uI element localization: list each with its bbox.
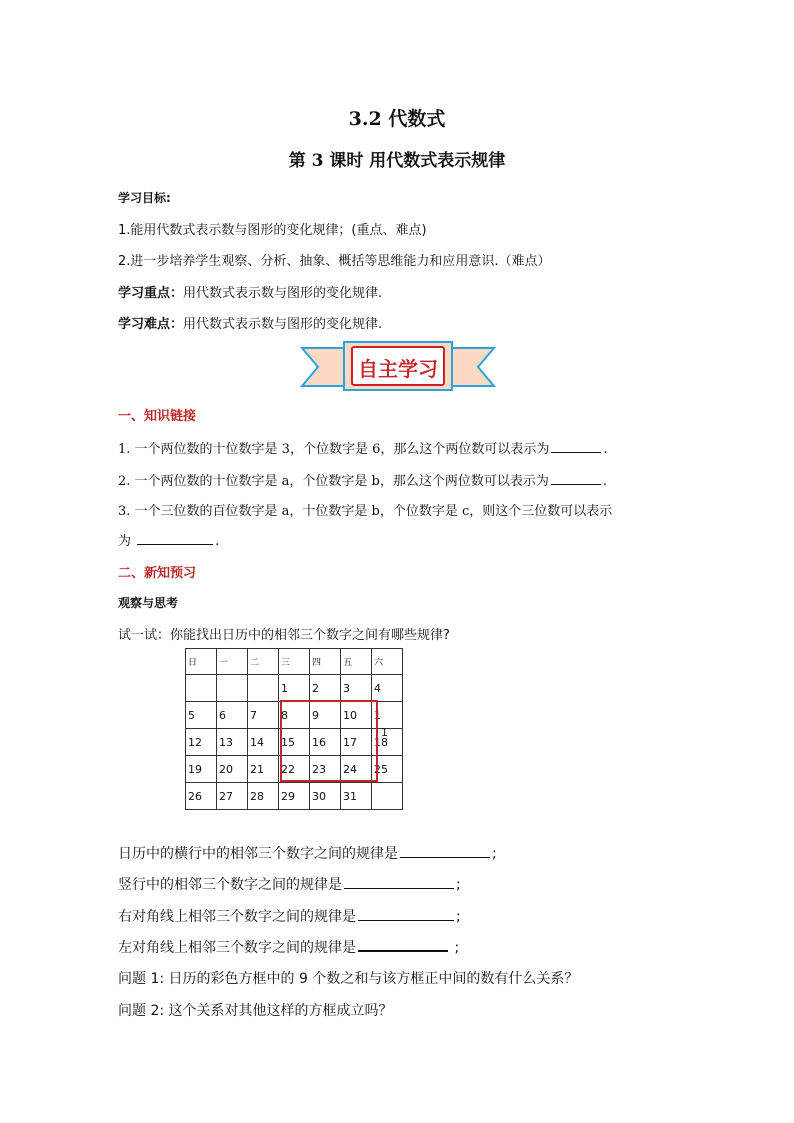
calendar-cell: 25	[372, 756, 403, 783]
calendar-cell: 31	[341, 783, 372, 810]
q3-blank[interactable]	[137, 531, 213, 545]
calendar-cell	[372, 783, 403, 810]
calendar-cell: 27	[217, 783, 248, 810]
calendar-overflow-digit: 1	[381, 726, 388, 739]
rule2-blank[interactable]	[344, 875, 454, 889]
q2-text: 2. 一个两位数的十位数字是 a，个位数字是 b，那么这个两位数可以表示为	[118, 474, 549, 489]
calendar-cell	[186, 675, 217, 702]
banner-text: 自主学习	[358, 357, 438, 381]
try-prompt: 试一试：你能找出日历中的相邻三个数字之间有哪些规律?	[118, 628, 450, 643]
rule3-end: ;	[456, 909, 461, 925]
rule3-text: 右对角线上相邻三个数字之间的规律是	[118, 909, 356, 925]
section1-heading: 一、知识链接	[118, 409, 197, 424]
calendar-cell: 19	[186, 756, 217, 783]
objective-1: 1.能用代数式表示数与图形的变化规律；(重点、难点)	[118, 223, 427, 238]
weekday-header: 一	[217, 649, 248, 675]
calendar-cell: 15	[279, 729, 310, 756]
q3-period: .	[215, 534, 220, 549]
rule3-blank[interactable]	[358, 907, 454, 921]
knowledge-question-2	[118, 470, 607, 489]
calendar-cell: 22	[279, 756, 310, 783]
calendar-cell: 1	[372, 702, 403, 729]
calendar-cell: 30	[310, 783, 341, 810]
observe-heading: 观察与思考	[118, 596, 179, 610]
calendar-week-row	[186, 783, 403, 810]
difficulty-text: 用代数式表示数与图形的变化规律.	[183, 317, 383, 332]
calendar-cell: 12	[186, 729, 217, 756]
rule-row-right-diagonal	[118, 906, 461, 926]
calendar-cell: 13	[217, 729, 248, 756]
q2-period: .	[602, 474, 608, 489]
calendar-cell: 5	[186, 702, 217, 729]
rule4-blank[interactable]	[358, 937, 448, 952]
objectives-heading: 学习目标:	[118, 191, 171, 205]
knowledge-question-1	[118, 438, 607, 457]
rule1-end: ;	[492, 846, 497, 862]
difficulty-point	[118, 313, 382, 332]
weekday-header: 四	[310, 649, 341, 675]
page-title: 3.2 代数式	[348, 108, 446, 130]
q2-blank[interactable]	[551, 471, 601, 485]
calendar-cell: 7	[248, 702, 279, 729]
key-point	[118, 282, 382, 301]
rule-row-vertical	[118, 874, 461, 894]
rule4-text: 左对角线上相邻三个数字之间的规律是	[118, 940, 356, 956]
rule4-end: ;	[450, 940, 460, 956]
calendar-cell: 20	[217, 756, 248, 783]
rule-row-horizontal	[118, 843, 497, 863]
calendar-cell: 14	[248, 729, 279, 756]
weekday-header: 六	[372, 649, 403, 675]
calendar-cell: 28	[248, 783, 279, 810]
calendar-cell: 18	[372, 729, 403, 756]
calendar-highlight-box	[280, 700, 378, 782]
calendar-cell: 2	[310, 675, 341, 702]
weekday-header: 日	[186, 649, 217, 675]
question-2: 问题 2: 这个关系对其他这样的方框成立吗？	[118, 1003, 393, 1019]
calendar-cell: 16	[310, 729, 341, 756]
q1-period: .	[603, 442, 608, 457]
key-text: 用代数式表示数与图形的变化规律.	[183, 286, 383, 301]
section2-heading: 二、新知预习	[118, 566, 197, 581]
calendar-cell: 17	[341, 729, 372, 756]
calendar-cell: 24	[341, 756, 372, 783]
rule-row-left-diagonal	[118, 937, 459, 957]
calendar-cell	[217, 675, 248, 702]
calendar-cell: 29	[279, 783, 310, 810]
rule1-text: 日历中的横行中的相邻三个数字之间的规律是	[118, 846, 398, 862]
q1-blank[interactable]	[551, 439, 601, 453]
calendar-header-row	[186, 649, 403, 675]
calendar-cell: 6	[217, 702, 248, 729]
weekday-header: 三	[279, 649, 310, 675]
calendar-cell: 1	[279, 675, 310, 702]
calendar-cell: 26	[186, 783, 217, 810]
knowledge-question-3: 3. 一个三位数的百位数字是 a，十位数字是 b，个位数字是 c，则这个三位数可以表示	[118, 504, 613, 519]
calendar-cell: 8	[279, 702, 310, 729]
knowledge-question-3-cont	[118, 530, 219, 549]
calendar-cell: 4	[372, 675, 403, 702]
calendar-cell: 3	[341, 675, 372, 702]
calendar-cell: 9	[310, 702, 341, 729]
question-1: 问题 1: 日历的彩色方框中的 9 个数之和与该方框正中间的数有什么关系？	[118, 971, 579, 987]
self-study-banner	[300, 338, 496, 398]
weekday-header: 二	[248, 649, 279, 675]
calendar-cell: 21	[248, 756, 279, 783]
q3-prefix: 为	[118, 534, 136, 549]
q1-text: 1. 一个两位数的十位数字是 3，个位数字是 6，那么这个两位数可以表示为	[118, 442, 550, 457]
rule1-blank[interactable]	[400, 844, 490, 858]
rule2-text: 竖行中的相邻三个数字之间的规律是	[118, 877, 342, 893]
calendar-cell	[248, 675, 279, 702]
calendar-cell: 10	[341, 702, 372, 729]
difficulty-label: 学习难点：	[118, 317, 184, 332]
lesson-subtitle: 第 3 课时 用代数式表示规律	[288, 151, 506, 171]
rule2-end: ;	[456, 877, 461, 893]
key-label: 学习重点：	[118, 286, 184, 301]
calendar-cell: 23	[310, 756, 341, 783]
objective-2: 2.进一步培养学生观察、分析、抽象、概括等思维能力和应用意识.（难点）	[118, 254, 551, 269]
calendar-week-row	[186, 675, 403, 702]
weekday-header: 五	[341, 649, 372, 675]
